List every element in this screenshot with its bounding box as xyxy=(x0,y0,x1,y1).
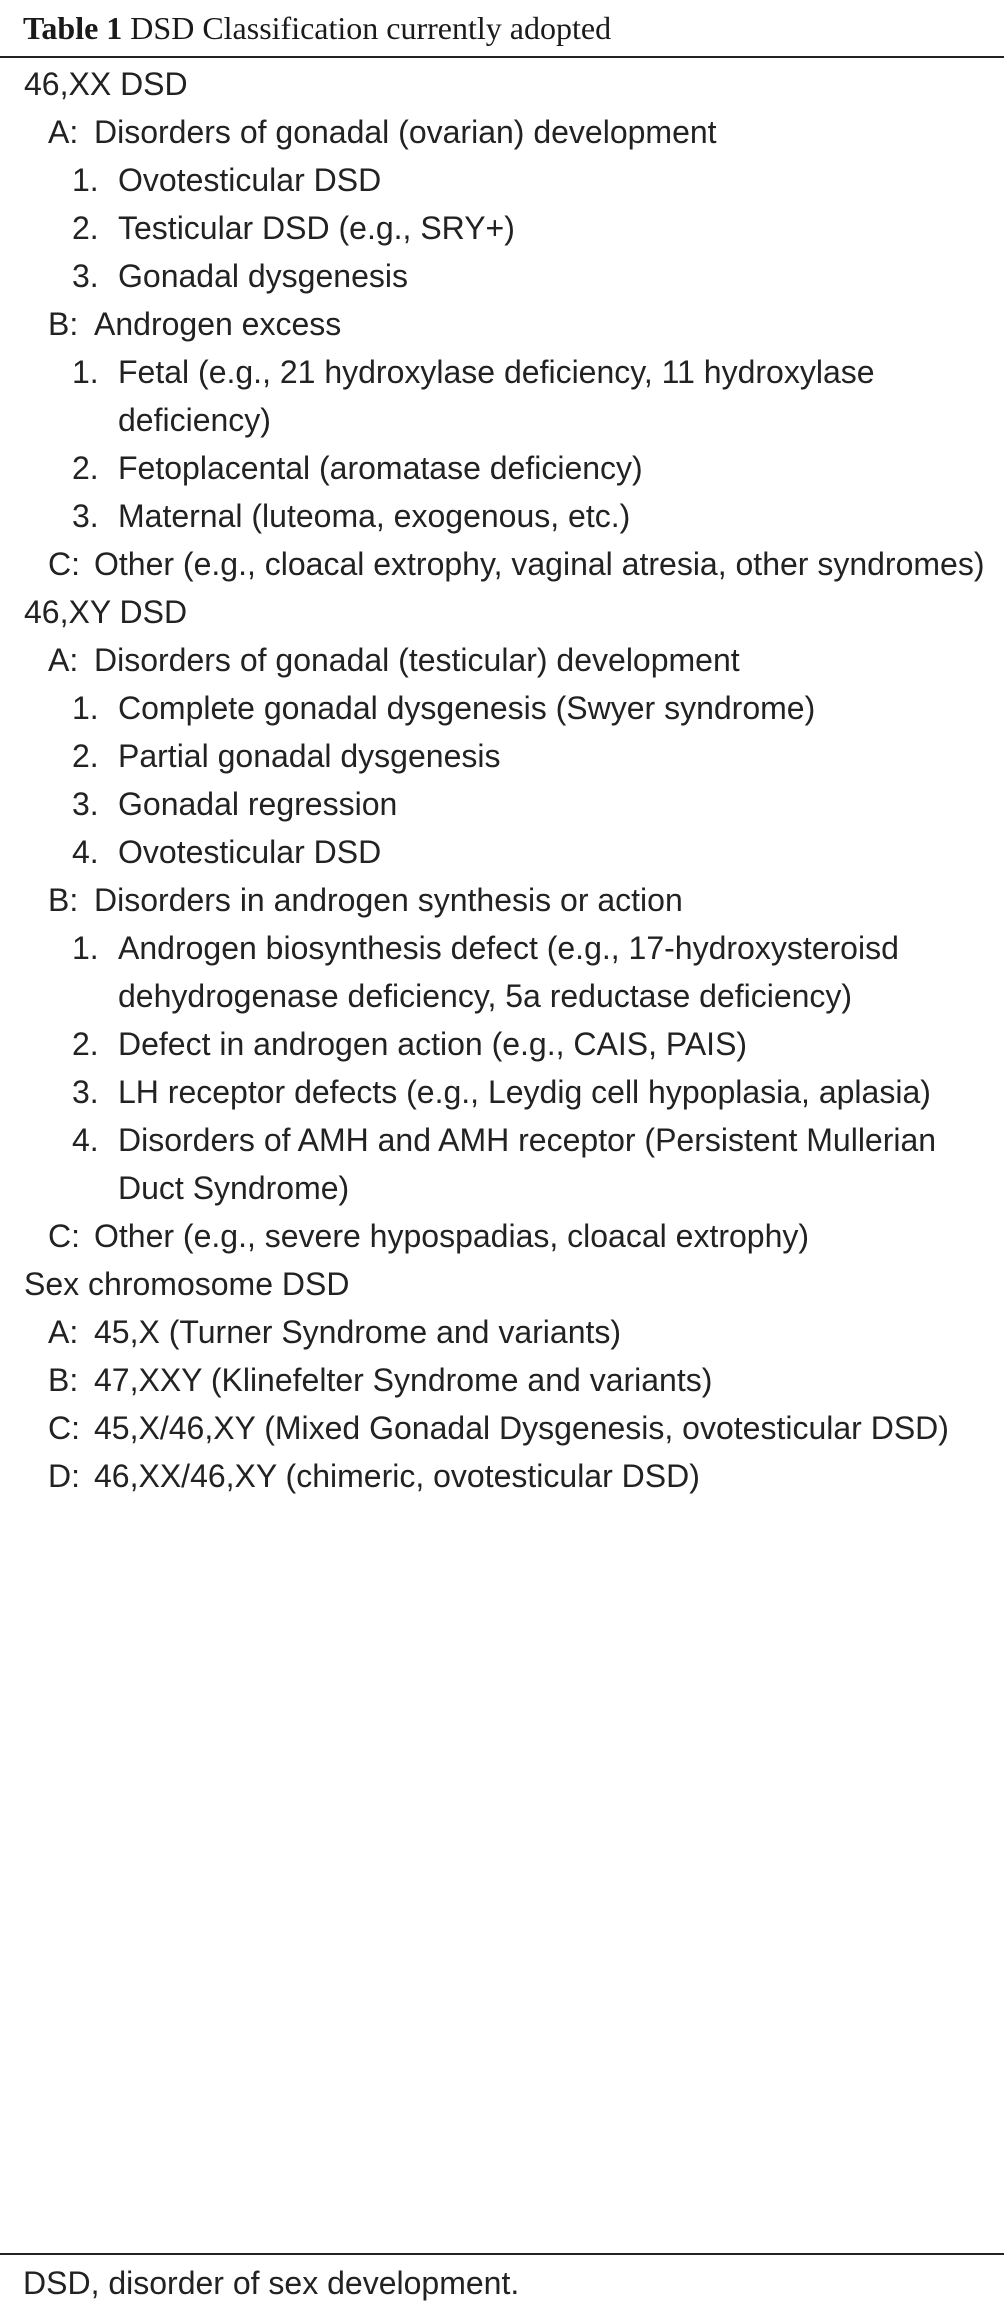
item-text: 45,X/46,XY (Mixed Gonadal Dysgenesis, ovotesticular DSD) xyxy=(94,1410,949,1446)
item-text: Androgen biosynthesis defect (e.g., 17-hydroxysteroisd dehydrogenase deficiency, 5a reductase deficiency) xyxy=(118,930,899,1014)
list-item xyxy=(0,204,1004,252)
subcategory-row xyxy=(0,1404,1004,1452)
item-text: Gonadal dysgenesis xyxy=(118,258,408,294)
table-caption xyxy=(23,8,611,48)
item-marker: A: xyxy=(48,114,79,150)
item-marker: B: xyxy=(48,882,79,918)
item-marker: 1. xyxy=(72,162,99,198)
item-text: Disorders of AMH and AMH receptor (Persistent Mullerian Duct Syndrome) xyxy=(118,1122,937,1206)
item-marker: B: xyxy=(48,306,79,342)
item-marker: 3. xyxy=(72,786,99,822)
item-marker: 4. xyxy=(72,1122,99,1158)
item-marker: A: xyxy=(48,642,79,678)
subcategory-row xyxy=(0,1308,1004,1356)
item-text: Defect in androgen action (e.g., CAIS, PAIS) xyxy=(118,1026,748,1062)
table-footnote: DSD, disorder of sex development. xyxy=(23,2265,520,2301)
item-marker: 3. xyxy=(72,498,99,534)
list-item xyxy=(0,444,1004,492)
item-marker: D: xyxy=(48,1458,80,1494)
item-marker: 2. xyxy=(72,450,99,486)
subcategory-row xyxy=(0,876,1004,924)
category-heading xyxy=(0,1260,1004,1308)
category-heading xyxy=(0,588,1004,636)
category-heading xyxy=(0,60,1004,108)
item-text: Partial gonadal dysgenesis xyxy=(118,738,501,774)
subcategory-row xyxy=(0,540,1004,588)
item-text: 47,XXY (Klinefelter Syndrome and variants) xyxy=(94,1362,713,1398)
item-marker: B: xyxy=(48,1362,79,1398)
item-marker: 1. xyxy=(72,354,99,390)
item-text: Androgen excess xyxy=(94,306,342,342)
list-item xyxy=(0,780,1004,828)
list-item xyxy=(0,924,1004,1020)
item-marker: 2. xyxy=(72,1026,99,1062)
item-text: Ovotesticular DSD xyxy=(118,834,382,870)
subcategory-row xyxy=(0,636,1004,684)
list-item xyxy=(0,252,1004,300)
list-item xyxy=(0,684,1004,732)
item-text: 45,X (Turner Syndrome and variants) xyxy=(94,1314,622,1350)
list-item xyxy=(0,156,1004,204)
list-item xyxy=(0,1116,1004,1212)
item-text: Ovotesticular DSD xyxy=(118,162,382,198)
subcategory-row xyxy=(0,300,1004,348)
table-title: DSD Classification currently adopted xyxy=(130,10,612,46)
item-marker: 2. xyxy=(72,210,99,246)
item-text: Other (e.g., cloacal extrophy, vaginal atresia, other syndromes) xyxy=(94,546,985,582)
item-marker: C: xyxy=(48,1218,80,1254)
list-item xyxy=(0,492,1004,540)
top-rule xyxy=(0,56,1004,58)
bottom-rule xyxy=(0,2253,1004,2255)
item-text: Maternal (luteoma, exogenous, etc.) xyxy=(118,498,631,534)
item-marker: 3. xyxy=(72,1074,99,1110)
item-text: Gonadal regression xyxy=(118,786,398,822)
item-text: Disorders of gonadal (ovarian) development xyxy=(94,114,717,150)
item-text: 46,XX DSD xyxy=(24,66,188,102)
subcategory-row xyxy=(0,1356,1004,1404)
item-text: Testicular DSD (e.g., SRY+) xyxy=(118,210,515,246)
item-marker: 1. xyxy=(72,690,99,726)
item-text: Sex chromosome DSD xyxy=(24,1266,350,1302)
list-item xyxy=(0,828,1004,876)
list-item xyxy=(0,1020,1004,1068)
item-marker: 2. xyxy=(72,738,99,774)
item-text: Other (e.g., severe hypospadias, cloacal extrophy) xyxy=(94,1218,810,1254)
item-marker: C: xyxy=(48,1410,80,1446)
item-marker: 1. xyxy=(72,930,99,966)
item-text: 46,XX/46,XY (chimeric, ovotesticular DSD) xyxy=(94,1458,700,1494)
item-text: Complete gonadal dysgenesis (Swyer syndrome) xyxy=(118,690,816,726)
subcategory-row xyxy=(0,108,1004,156)
table-number: Table 1 xyxy=(23,10,123,46)
item-text: 46,XY DSD xyxy=(24,594,188,630)
item-marker: A: xyxy=(48,1314,79,1350)
list-item xyxy=(0,732,1004,780)
item-text: Fetoplacental (aromatase deficiency) xyxy=(118,450,643,486)
item-marker: C: xyxy=(48,546,80,582)
subcategory-row xyxy=(0,1452,1004,1500)
item-text: LH receptor defects (e.g., Leydig cell hypoplasia, aplasia) xyxy=(118,1074,931,1110)
item-text: Fetal (e.g., 21 hydroxylase deficiency, 11 hydroxylase deficiency) xyxy=(118,354,875,438)
item-marker: 3. xyxy=(72,258,99,294)
classification-list xyxy=(0,60,1004,1500)
item-text: Disorders of gonadal (testicular) development xyxy=(94,642,740,678)
list-item xyxy=(0,1068,1004,1116)
subcategory-row xyxy=(0,1212,1004,1260)
item-text: Disorders in androgen synthesis or action xyxy=(94,882,683,918)
list-item xyxy=(0,348,1004,444)
item-marker: 4. xyxy=(72,834,99,870)
